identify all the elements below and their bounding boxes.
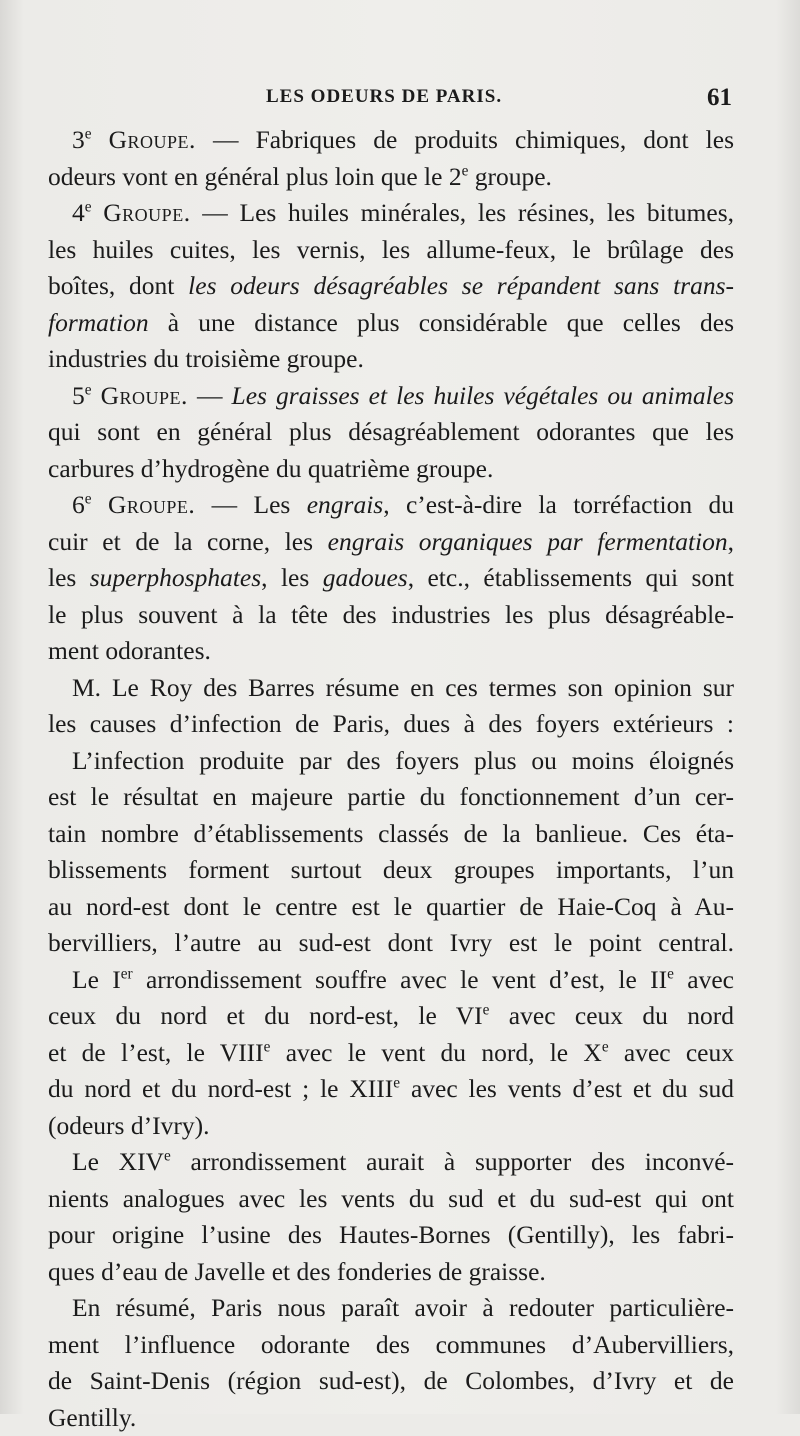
text-run: 3: [72, 125, 85, 154]
italic-text: formation: [48, 308, 149, 337]
text-run: avec le vent du nord, le X: [270, 1038, 601, 1067]
superscript: e: [264, 1038, 271, 1055]
text-run: Le XIV: [72, 1147, 164, 1176]
body-text: [48, 122, 734, 1436]
text-run: [92, 198, 104, 227]
superscript: e: [667, 965, 674, 982]
text-run: les causes d’infection de Paris, dues à des foyers extérieurs :: [48, 709, 734, 738]
text-run: les huiles cuites, les vernis, les allume-feux, le brûlage des: [48, 235, 734, 264]
text-run: carbures d’hydrogène du quatrième groupe.: [48, 454, 493, 483]
italic-text: superphosphates: [90, 563, 261, 592]
text-run: [92, 125, 109, 154]
text-run: , les: [261, 563, 323, 592]
text-line: [48, 852, 734, 889]
superscript: er: [121, 965, 133, 982]
text-run: ment odorantes.: [48, 636, 211, 665]
text-run: arrondissement souffre avec le vent d’est, le II: [133, 965, 668, 994]
page-number: 61: [707, 84, 732, 112]
text-line: [48, 1071, 734, 1108]
text-run: industries du troisième groupe.: [48, 344, 364, 373]
text-run: et de l’est, le VIII: [48, 1038, 264, 1067]
superscript: e: [164, 1148, 171, 1165]
superscript: e: [483, 1002, 490, 1019]
superscript: e: [85, 126, 92, 143]
text-line: [48, 1327, 734, 1364]
text-run: 6: [72, 490, 85, 519]
text-run: qui sont en général plus désagréablement odorantes que les: [48, 417, 734, 446]
text-run: [92, 490, 108, 519]
text-run: nients analogues avec les vents du sud et du sud-est qui ont: [48, 1184, 734, 1213]
italic-text: les odeurs désagréables se répandent sans trans-: [188, 271, 734, 300]
text-run: groupe.: [468, 162, 552, 191]
running-title: LES ODEURS DE PARIS.: [266, 86, 502, 108]
text-line: [48, 1035, 734, 1072]
text-run: ques d’eau de Javelle et des fonderies de graisse.: [48, 1257, 546, 1286]
text-run: arrondissement aurait à supporter des inconvé-: [171, 1147, 734, 1176]
text-run: ,: [728, 527, 734, 556]
text-run: — Fabriques de produits chimiques, dont les: [196, 125, 734, 154]
text-run: , etc., établissements qui sont: [408, 563, 734, 592]
text-line: [48, 122, 734, 159]
text-line: [48, 268, 734, 305]
superscript: e: [393, 1075, 400, 1092]
text-run: du nord et du nord-est ; le XIII: [48, 1074, 393, 1103]
text-run: 5: [72, 381, 85, 410]
text-run: de Saint-Denis (région sud-est), de Colombes, d’Ivry et de: [48, 1366, 734, 1395]
text-run: les: [48, 563, 90, 592]
text-run: — Les huiles minérales, les résines, les bitumes,: [191, 198, 734, 227]
text-line: [48, 451, 734, 488]
italic-text: engrais: [307, 490, 384, 519]
text-run: Gentilly.: [48, 1403, 136, 1432]
text-run: ceux du nord et du nord-est, le VI: [48, 1001, 483, 1030]
text-run: avec ceux: [609, 1038, 734, 1067]
small-caps-heading: Groupe.: [108, 490, 195, 519]
text-line: [48, 779, 734, 816]
text-run: au nord-est dont le centre est le quartier de Haie-Coq à Au-: [48, 892, 734, 921]
text-run: , c’est-à-dire la torréfaction du: [383, 490, 734, 519]
text-run: En résumé, Paris nous paraît avoir à redouter particulière-: [72, 1293, 734, 1322]
text-line: [48, 1108, 734, 1145]
text-line: [48, 305, 734, 342]
text-run: avec les vents d’est et du sud: [400, 1074, 734, 1103]
superscript: e: [85, 381, 92, 398]
running-head: [0, 86, 800, 116]
text-run: — Les: [195, 490, 306, 519]
text-line: [48, 1254, 734, 1291]
small-caps-heading: Groupe.: [103, 198, 190, 227]
text-run: boîtes, dont: [48, 271, 188, 300]
text-line: [48, 998, 734, 1035]
text-line: [48, 1400, 734, 1436]
text-line: [48, 1144, 734, 1181]
text-run: avec: [674, 965, 734, 994]
small-caps-heading: Groupe.: [101, 381, 188, 410]
superscript: e: [85, 199, 92, 216]
text-line: [48, 195, 734, 232]
text-run: 4: [72, 198, 85, 227]
text-line: [48, 706, 734, 743]
superscript: e: [462, 162, 469, 179]
text-run: tain nombre d’établissements classés de la banlieue. Ces éta-: [48, 819, 734, 848]
text-run: ment l’influence odorante des communes d’Aubervilliers,: [48, 1330, 734, 1359]
text-line: [48, 1217, 734, 1254]
text-run: —: [188, 381, 232, 410]
text-line: [48, 597, 734, 634]
text-run: [92, 381, 101, 410]
text-line: [48, 962, 734, 999]
text-run: pour origine l’usine des Hautes-Bornes (Gentilly), les fabri-: [48, 1220, 734, 1249]
text-run: odeurs vont en général plus loin que le 2: [48, 162, 462, 191]
text-run: M. Le Roy des Barres résume en ces termes son opinion sur: [72, 673, 734, 702]
text-line: [48, 743, 734, 780]
text-line: [48, 889, 734, 926]
superscript: e: [85, 491, 92, 508]
text-line: [48, 487, 734, 524]
text-line: [48, 1290, 734, 1327]
text-line: [48, 633, 734, 670]
italic-text: Les graisses et les huiles végétales ou animales: [232, 381, 734, 410]
text-run: est le résultat en majeure partie du fonctionnement d’un cer-: [48, 782, 734, 811]
text-run: bervilliers, l’autre au sud-est dont Ivry est le point central.: [48, 928, 734, 957]
text-run: avec ceux du nord: [489, 1001, 734, 1030]
text-line: [48, 670, 734, 707]
text-run: le plus souvent à la tête des industries les plus désagréable-: [48, 600, 734, 629]
text-line: [48, 378, 734, 415]
text-line: [48, 560, 734, 597]
text-run: (odeurs d’Ivry).: [48, 1111, 209, 1140]
text-line: [48, 414, 734, 451]
text-run: L’infection produite par des foyers plus ou moins éloignés: [72, 746, 734, 775]
italic-text: engrais organiques par fermentation: [328, 527, 728, 556]
small-caps-heading: Groupe.: [109, 125, 196, 154]
italic-text: gadoues: [323, 563, 408, 592]
text-line: [48, 232, 734, 269]
text-line: [48, 925, 734, 962]
text-run: cuir et de la corne, les: [48, 527, 328, 556]
text-run: Le I: [72, 965, 121, 994]
text-line: [48, 1181, 734, 1218]
text-line: [48, 159, 734, 196]
superscript: e: [602, 1038, 609, 1055]
text-run: à une distance plus considérable que celles des: [149, 308, 734, 337]
text-line: [48, 524, 734, 561]
text-line: [48, 341, 734, 378]
text-line: [48, 816, 734, 853]
text-run: blissements forment surtout deux groupes importants, l’un: [48, 855, 734, 884]
text-line: [48, 1363, 734, 1400]
